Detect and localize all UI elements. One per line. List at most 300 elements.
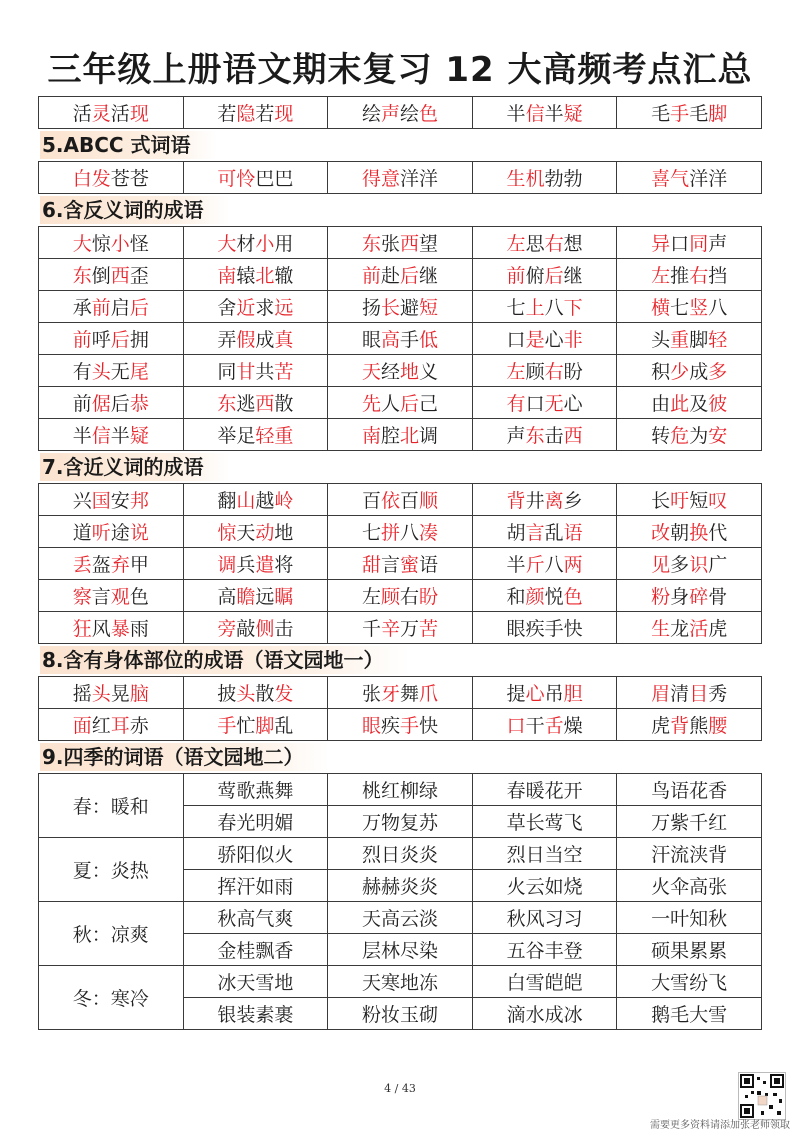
char: 虎 [708, 618, 728, 640]
char: 毛 [651, 103, 671, 125]
char: 拥 [129, 329, 149, 351]
char: 眼 [361, 329, 381, 351]
idiom-cell [328, 548, 473, 580]
idiom-cell [617, 548, 762, 580]
highlight-char: 高 [380, 329, 400, 351]
idiom-cell [39, 97, 184, 129]
highlight-char: 东 [361, 233, 381, 255]
highlight-char: 重 [274, 425, 294, 447]
idiom-cell [328, 580, 473, 612]
idiom-cell [472, 580, 617, 612]
char: 广 [708, 554, 728, 576]
season-word-cell: 层林尽染 [328, 934, 473, 966]
highlight-char: 短 [419, 297, 439, 319]
char: 绘 [361, 103, 381, 125]
char: 避 [399, 297, 419, 319]
char: 手 [399, 329, 419, 351]
table-row [39, 259, 762, 291]
idiom-cell [617, 323, 762, 355]
idiom-cell [328, 484, 473, 516]
idiom-cell [183, 677, 328, 709]
char: 赤 [129, 715, 149, 737]
char: 同 [217, 361, 237, 383]
idiom-cell [328, 516, 473, 548]
char: 想 [563, 233, 583, 255]
highlight-char: 假 [236, 329, 256, 351]
highlight-char: 倨 [91, 393, 111, 415]
char: 调 [419, 425, 439, 447]
highlight-char: 换 [689, 522, 709, 544]
highlight-char: 斤 [525, 554, 545, 576]
highlight-char: 近 [236, 297, 256, 319]
char: 头 [651, 329, 671, 351]
highlight-char: 灵 [91, 103, 111, 125]
char: 千 [361, 618, 381, 640]
char: 洋 [399, 168, 419, 190]
season-table [38, 773, 762, 1030]
table-row [39, 323, 762, 355]
char: 辙 [274, 265, 294, 287]
char: 心 [563, 393, 583, 415]
idiom-cell [328, 227, 473, 259]
char: 长 [651, 490, 671, 512]
idiom-cell [617, 709, 762, 741]
char: 八 [544, 554, 564, 576]
table-row [39, 484, 762, 516]
char: 后 [110, 393, 130, 415]
char: 舍 [217, 297, 237, 319]
highlight-char: 是 [525, 329, 545, 351]
highlight-char: 遣 [255, 554, 275, 576]
table-row [39, 387, 762, 419]
page-title: 三年级上册语文期末复习 12 大高频考点汇总 [47, 50, 753, 90]
idiom-cell [39, 677, 184, 709]
highlight-char: 危 [670, 425, 690, 447]
idiom-cell [39, 548, 184, 580]
highlight-char: 真 [274, 329, 294, 351]
season-word-cell: 万物复苏 [328, 806, 473, 838]
highlight-char: 发 [274, 683, 294, 705]
highlight-char: 牙 [380, 683, 400, 705]
idiom-cell [617, 580, 762, 612]
char: 击 [274, 618, 294, 640]
season-word-cell: 鹅毛大雪 [617, 998, 762, 1030]
char: 七 [361, 522, 381, 544]
highlight-char: 西 [399, 233, 419, 255]
highlight-char: 西 [110, 265, 130, 287]
idiom-cell [617, 97, 762, 129]
highlight-char: 盼 [419, 586, 439, 608]
season-word-cell: 春光明媚 [183, 806, 328, 838]
char: 散 [255, 683, 275, 705]
char: 惊 [91, 233, 111, 255]
char: 巴 [255, 168, 275, 190]
highlight-char: 弃 [110, 554, 130, 576]
char: 龙 [670, 618, 690, 640]
highlight-char: 恭 [129, 393, 149, 415]
char: 继 [563, 265, 583, 287]
highlight-char: 手 [399, 715, 419, 737]
char: 扬 [361, 297, 381, 319]
table-row [39, 97, 762, 129]
char: 手 [544, 618, 564, 640]
char: 雨 [129, 618, 149, 640]
highlight-char: 右 [544, 361, 564, 383]
idiom-cell [183, 97, 328, 129]
highlight-char: 机 [525, 168, 545, 190]
footer-note: 需要更多资料请添加张老师领取 [650, 1120, 790, 1131]
table-row [39, 355, 762, 387]
idiom-cell [183, 612, 328, 644]
char: 材 [236, 233, 256, 255]
char: 口 [525, 393, 545, 415]
idiom-cell [39, 516, 184, 548]
char: 苍 [110, 168, 130, 190]
highlight-char: 可 [217, 168, 237, 190]
season-word-cell: 金桂飘香 [183, 934, 328, 966]
char: 悦 [544, 586, 564, 608]
highlight-char: 叹 [708, 490, 728, 512]
highlight-char: 碎 [689, 586, 709, 608]
char: 望 [419, 233, 439, 255]
char: 地 [274, 522, 294, 544]
highlight-char: 眼 [361, 715, 381, 737]
highlight-char: 面 [72, 715, 92, 737]
char: 百 [399, 490, 419, 512]
char: 兴 [72, 490, 92, 512]
char: 风 [91, 618, 111, 640]
highlight-char: 同 [689, 233, 709, 255]
char: 万 [399, 618, 419, 640]
idiom-cell [39, 323, 184, 355]
char: 疾 [525, 618, 545, 640]
highlight-char: 口 [506, 715, 526, 737]
idiom-cell [472, 612, 617, 644]
season-label: 冬：寒冷 [39, 966, 184, 1030]
idiom-cell [617, 291, 762, 323]
idiom-cell [183, 516, 328, 548]
char: 摇 [72, 683, 92, 705]
highlight-char: 西 [563, 425, 583, 447]
highlight-char: 下 [563, 297, 583, 319]
idiom-cell [472, 709, 617, 741]
char: 代 [708, 522, 728, 544]
season-word-cell: 桃红柳绿 [328, 774, 473, 806]
highlight-char: 后 [110, 329, 130, 351]
highlight-char: 少 [670, 361, 690, 383]
char: 盔 [91, 554, 111, 576]
highlight-char: 无 [544, 393, 564, 415]
highlight-char: 眉 [651, 683, 671, 705]
idiom-cell [617, 677, 762, 709]
char: 身 [670, 586, 690, 608]
idiom-cell [328, 97, 473, 129]
char: 吊 [544, 683, 564, 705]
idiom-table [38, 161, 762, 194]
highlight-char: 发 [91, 168, 111, 190]
char: 甲 [129, 554, 149, 576]
highlight-char: 色 [419, 103, 439, 125]
char: 无 [110, 361, 130, 383]
char: 勃 [563, 168, 583, 190]
highlight-char: 瞩 [274, 586, 294, 608]
highlight-char: 小 [110, 233, 130, 255]
highlight-char: 改 [651, 522, 671, 544]
highlight-char: 甜 [361, 554, 381, 576]
char: 七 [670, 297, 690, 319]
char: 干 [525, 715, 545, 737]
highlight-char: 辛 [380, 618, 400, 640]
char: 眼 [506, 618, 526, 640]
char: 盼 [563, 361, 583, 383]
section-heading-text: 5.ABCC 式词语 [40, 131, 217, 159]
idiom-cell [328, 612, 473, 644]
table-row [39, 677, 762, 709]
char: 和 [506, 586, 526, 608]
season-label: 夏：炎热 [39, 838, 184, 902]
table-row [39, 291, 762, 323]
char: 舞 [399, 683, 419, 705]
highlight-char: 手 [217, 715, 237, 737]
char: 道 [72, 522, 92, 544]
highlight-char: 地 [399, 361, 419, 383]
char: 巴 [274, 168, 294, 190]
idiom-cell [472, 355, 617, 387]
char: 辕 [236, 265, 256, 287]
idiom-cell [183, 484, 328, 516]
highlight-char: 吁 [670, 490, 690, 512]
idiom-cell [39, 355, 184, 387]
highlight-char: 现 [129, 103, 149, 125]
idiom-cell [39, 291, 184, 323]
char: 朝 [670, 522, 690, 544]
char: 虎 [651, 715, 671, 737]
highlight-char: 蜜 [399, 554, 419, 576]
season-word-cell: 滴水成冰 [472, 998, 617, 1030]
highlight-char: 邦 [129, 490, 149, 512]
table-row [39, 227, 762, 259]
char: 己 [419, 393, 439, 415]
highlight-char: 察 [72, 586, 92, 608]
char: 活 [72, 103, 92, 125]
char: 远 [255, 586, 275, 608]
season-word-cell: 烈日炎炎 [328, 838, 473, 870]
season-word-cell: 烈日当空 [472, 838, 617, 870]
char: 熊 [689, 715, 709, 737]
char: 倒 [91, 265, 111, 287]
idiom-cell [617, 259, 762, 291]
char: 歪 [129, 265, 149, 287]
table-row [39, 902, 762, 934]
char: 快 [419, 715, 439, 737]
idiom-cell [183, 162, 328, 194]
char: 乡 [563, 490, 583, 512]
highlight-char: 拼 [380, 522, 400, 544]
char: 半 [506, 103, 526, 125]
highlight-char: 暴 [110, 618, 130, 640]
char: 声 [708, 233, 728, 255]
idiom-cell [39, 484, 184, 516]
highlight-char: 现 [274, 103, 294, 125]
char: 继 [419, 265, 439, 287]
season-word-cell: 大雪纷飞 [617, 966, 762, 998]
char: 翻 [217, 490, 237, 512]
section-heading [38, 644, 762, 676]
highlight-char: 疑 [129, 425, 149, 447]
season-word-cell: 赫赫炎炎 [328, 870, 473, 902]
idiom-cell [183, 259, 328, 291]
idiom-cell [328, 419, 473, 451]
highlight-char: 苦 [419, 618, 439, 640]
highlight-char: 头 [236, 683, 256, 705]
char: 言 [91, 586, 111, 608]
char: 义 [419, 361, 439, 383]
highlight-char: 前 [361, 265, 381, 287]
char: 燥 [563, 715, 583, 737]
highlight-char: 顾 [380, 586, 400, 608]
highlight-char: 旁 [217, 618, 237, 640]
idiom-cell [39, 387, 184, 419]
highlight-char: 北 [399, 425, 419, 447]
highlight-char: 天 [361, 361, 381, 383]
idiom-cell [472, 227, 617, 259]
highlight-char: 先 [361, 393, 381, 415]
highlight-char: 大 [72, 233, 92, 255]
char: 洋 [419, 168, 439, 190]
idiom-cell [472, 548, 617, 580]
char: 若 [255, 103, 275, 125]
char: 苍 [129, 168, 149, 190]
highlight-char: 头 [91, 361, 111, 383]
idiom-cell [472, 97, 617, 129]
highlight-char: 此 [670, 393, 690, 415]
highlight-char: 舌 [544, 715, 564, 737]
season-label: 秋：凉爽 [39, 902, 184, 966]
highlight-char: 长 [380, 297, 400, 319]
idiom-cell [472, 677, 617, 709]
highlight-char: 腰 [708, 715, 728, 737]
sections [38, 129, 762, 741]
idiom-cell [472, 291, 617, 323]
highlight-char: 调 [217, 554, 237, 576]
season-word-cell: 秋风习习 [472, 902, 617, 934]
highlight-char: 顺 [419, 490, 439, 512]
highlight-char: 北 [255, 265, 275, 287]
season-word-cell: 天寒地冻 [328, 966, 473, 998]
highlight-char: 疑 [563, 103, 583, 125]
highlight-char: 背 [670, 715, 690, 737]
highlight-char: 右 [544, 233, 564, 255]
season-word-cell: 鸟语花香 [617, 774, 762, 806]
idiom-cell [472, 323, 617, 355]
char: 语 [419, 554, 439, 576]
char: 举 [217, 425, 237, 447]
char: 洋 [708, 168, 728, 190]
highlight-char: 东 [525, 425, 545, 447]
idiom-cell [183, 387, 328, 419]
highlight-char: 重 [670, 329, 690, 351]
highlight-char: 爪 [419, 683, 439, 705]
idiom-cell [183, 323, 328, 355]
char: 晃 [110, 683, 130, 705]
season-word-cell: 银装素裹 [183, 998, 328, 1030]
idiom-cell [328, 259, 473, 291]
section-heading [38, 194, 762, 226]
char: 推 [670, 265, 690, 287]
table-row [39, 612, 762, 644]
char: 半 [72, 425, 92, 447]
highlight-char: 异 [651, 233, 671, 255]
char: 多 [670, 554, 690, 576]
char: 呼 [91, 329, 111, 351]
char: 七 [506, 297, 526, 319]
char: 有 [72, 361, 92, 383]
highlight-char: 凑 [419, 522, 439, 544]
idiom-cell [328, 355, 473, 387]
char: 转 [651, 425, 671, 447]
char: 左 [361, 586, 381, 608]
highlight-char: 颜 [525, 586, 545, 608]
char: 逃 [236, 393, 256, 415]
season-word-cell: 万紫千红 [617, 806, 762, 838]
char: 前 [72, 393, 92, 415]
highlight-char: 后 [399, 265, 419, 287]
char: 短 [689, 490, 709, 512]
season-word-cell: 草长莺飞 [472, 806, 617, 838]
highlight-char: 丢 [72, 554, 92, 576]
idiom-cell [328, 677, 473, 709]
season-word-cell: 汗流浃背 [617, 838, 762, 870]
char: 八 [399, 522, 419, 544]
char: 启 [110, 297, 130, 319]
season-word-cell: 莺歌燕舞 [183, 774, 328, 806]
char: 击 [544, 425, 564, 447]
idiom-cell [617, 516, 762, 548]
highlight-char: 东 [217, 393, 237, 415]
season-word-cell: 一叶知秋 [617, 902, 762, 934]
highlight-char: 依 [380, 490, 400, 512]
highlight-char: 目 [689, 683, 709, 705]
idiom-cell [183, 291, 328, 323]
idiom-cell [183, 355, 328, 387]
char: 积 [651, 361, 671, 383]
season-word-cell: 天高云淡 [328, 902, 473, 934]
table-row [39, 162, 762, 194]
highlight-char: 生 [506, 168, 526, 190]
highlight-char: 言 [525, 522, 545, 544]
char: 成 [689, 361, 709, 383]
highlight-char: 大 [217, 233, 237, 255]
highlight-char: 后 [544, 265, 564, 287]
char: 弄 [217, 329, 237, 351]
idiom-cell [39, 227, 184, 259]
char: 怪 [129, 233, 149, 255]
idiom-cell [472, 516, 617, 548]
char: 高 [217, 586, 237, 608]
season-word-cell: 火伞高张 [617, 870, 762, 902]
idiom-cell [472, 259, 617, 291]
char: 为 [689, 425, 709, 447]
char: 快 [563, 618, 583, 640]
highlight-char: 生 [651, 618, 671, 640]
table-row [39, 774, 762, 806]
highlight-char: 东 [72, 265, 92, 287]
idiom-cell [39, 419, 184, 451]
highlight-char: 安 [708, 425, 728, 447]
char: 途 [110, 522, 130, 544]
season-word-cell: 冰天雪地 [183, 966, 328, 998]
section-heading [38, 129, 762, 161]
